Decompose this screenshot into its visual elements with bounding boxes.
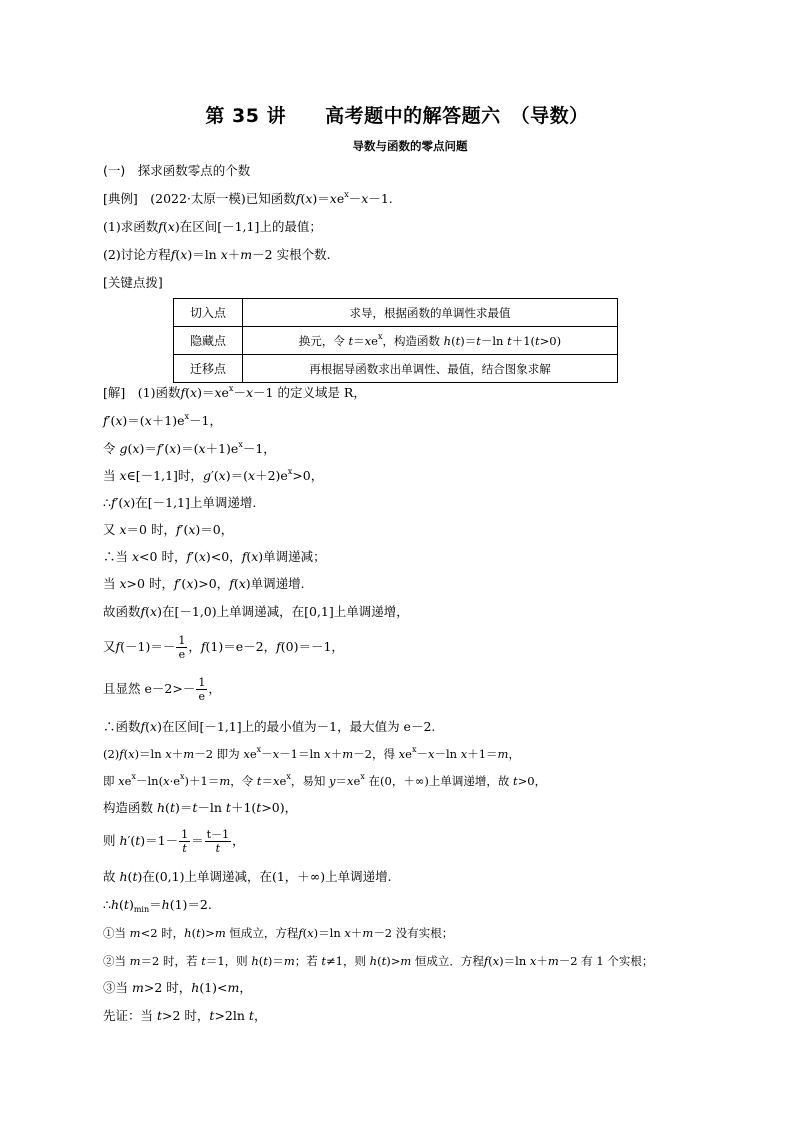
solution-line: 且显然 e－2>－ $\frac{1}{e}$ ， <box>103 676 221 703</box>
section-heading: (一) 探求函数零点的个数 <box>103 163 251 178</box>
solution-line: 又f(－1)＝－ $\frac{1}{e}$ ，f(1)＝e－2，f(0)＝－1， <box>103 634 344 661</box>
solution-line: ①当 m<2 时，h(t)>m 恒成立，方程f(x)＝ln x＋m－2 没有实根； <box>103 926 454 940</box>
solution-line: ③当 m>2 时，h(1)<m， <box>103 980 252 995</box>
fraction: $\frac{t-1}{t}$ <box>206 828 230 855</box>
solution-line: (2)f(x)＝ln x＋m－2 即为 $xe^x-x-1=\ln$ x＋m－2，得 $xe^x-x-\ln$ x＋1＝m， <box>103 745 520 761</box>
solution-line: ∴函数f(x)在区间[－1,1]上的最小值为－1，最大值为 e－2. <box>103 719 436 734</box>
page-subtitle: 导数与函数的零点问题 <box>352 139 468 153</box>
solution-line: 故函数f(x)在[－1,0)上单调递减，在[0,1]上单调递增， <box>103 604 409 619</box>
solution-line: 又 x＝0 时，f′(x)＝0， <box>103 522 234 537</box>
key-value: 再根据导函数求出单调性、最值，结合图象求解 <box>243 355 618 383</box>
table-row <box>174 355 618 383</box>
key-points-table <box>173 298 618 383</box>
solution-line: 先证：当 t>2 时，t>2ln t， <box>103 1008 267 1023</box>
key-label: 隐藏点 <box>174 327 243 355</box>
solution-line: $\therefore h(t)_{min}=h(1)=2$. <box>103 897 212 914</box>
solution-line: 当 x∈[－1,1]时，$g'(x)=(x+2)e^x>0$， <box>103 467 324 483</box>
solution-line: 令 $g(x)=f'(x)=(x+1)e^x-1$， <box>103 440 276 456</box>
page-title: 第 35 讲 高考题中的解答题六 （导数） <box>205 105 589 127</box>
table-row <box>174 327 618 355</box>
fraction: $\frac{1}{t}$ <box>181 828 189 855</box>
solution-line: 当 x>0 时，f′(x)>0，f(x)单调递增. <box>103 576 305 591</box>
fraction: $\frac{1}{e}$ <box>198 676 206 703</box>
solution-line: 构造函数 h(t)＝t－ln t＋1(t>0)， <box>103 800 298 815</box>
problem-part2: (2)讨论方程f(x)＝ln x＋m－2 实根个数. <box>103 247 331 262</box>
key-label: 切入点 <box>174 299 243 327</box>
key-value: 换元，令 $t=xe^x$，构造函数 h(t)＝t－ln t＋1(t>0) <box>243 327 618 355</box>
solution-line: $f'(x)=(x+1)e^x-1$， <box>103 412 222 428</box>
problem-intro: [典例] (2022·太原一模)已知函数$f(x)=xe^x-x-1$. <box>103 190 393 206</box>
table-row <box>174 299 618 327</box>
solution-line: [解] (1)函数$f(x)=xe^x-x-1$ 的定义域是 R， <box>103 384 366 400</box>
solution-line: 则 h′(t)＝1－ $\frac{1}{t}$ ＝ $\frac{t-1}{t}$ ， <box>103 828 245 855</box>
solution-line: ②当 m＝2 时，若 t＝1，则 h(t)＝m；若 t≠1，则 h(t)>m 恒成立．方程f(x)＝ln x＋m－2 有 1 个实根； <box>103 954 654 968</box>
key-label: 迁移点 <box>174 355 243 383</box>
key-value: 求导，根据函数的单调性求最值 <box>243 299 618 327</box>
solution-line: ∴当 x<0 时，f′(x)<0，f(x)单调递减； <box>103 549 326 564</box>
key-points-heading: [关键点拨] <box>103 275 163 290</box>
solution-line: 即 $xe^x-\ln(x\cdot e^x)+1=m$，令 $t=xe^x$，易知 $y=xe^x$ 在(0，＋∞)上单调递增，故 t>0， <box>103 772 547 788</box>
solution-line: ∴f′(x)在[－1,1]上单调递增. <box>103 495 257 510</box>
solution-line: 故 h(t)在(0,1)上单调递减，在(1，＋∞)上单调递增. <box>103 869 392 884</box>
problem-part1: (1)求函数f(x)在区间[－1,1]上的最值； <box>103 219 322 234</box>
fraction: $\frac{1}{e}$ <box>178 634 186 661</box>
